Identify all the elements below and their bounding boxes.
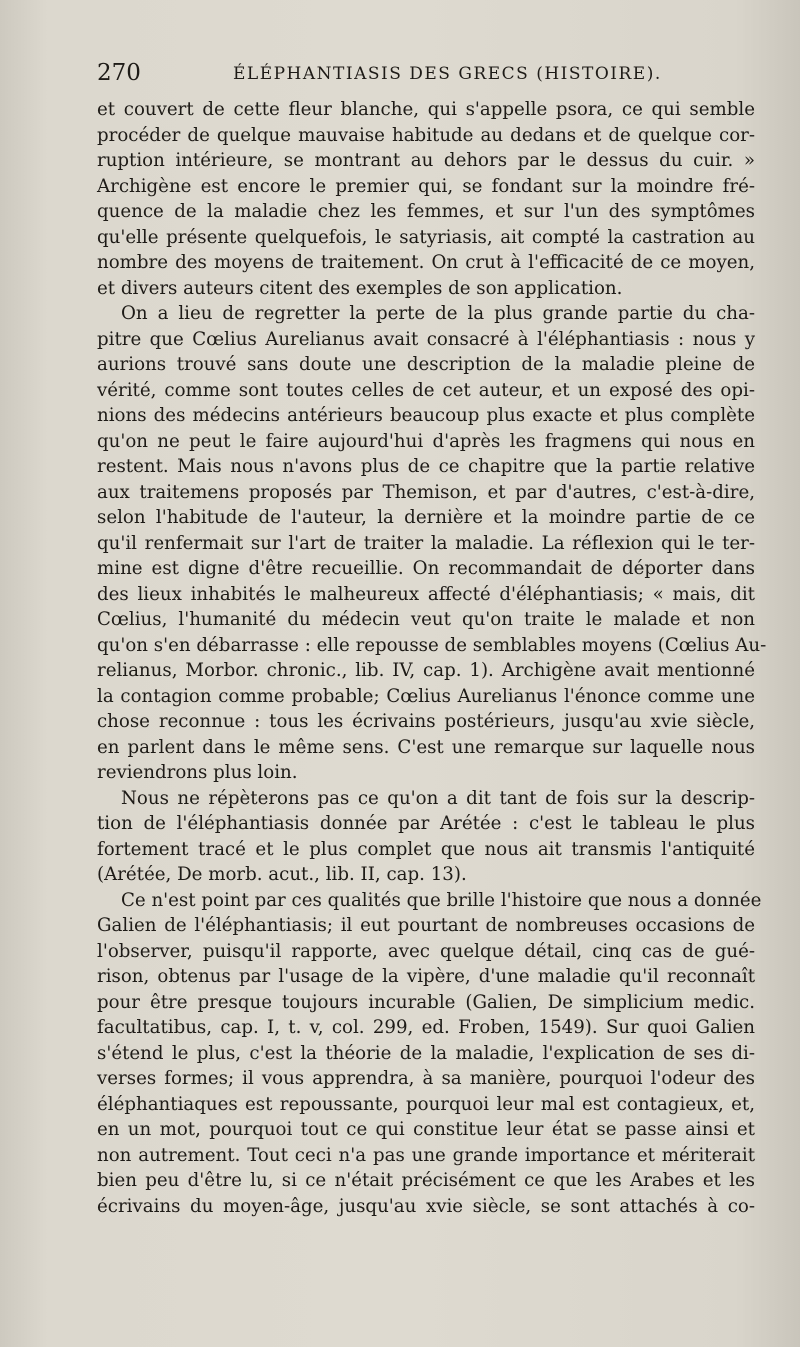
text-line: des lieux inhabités le malheureux affecté d'éléphantiasis; « mais, dit — [97, 583, 755, 605]
text-line: pitre que Cœlius Aurelianus avait consacré à l'éléphantiasis : nous y — [97, 328, 755, 350]
text-line: aurions trouvé sans doute une description de la maladie pleine de — [97, 354, 755, 375]
text-line: procéder de quelque mauvaise habitude au dedans et de quelque cor- — [97, 124, 755, 146]
text-line: qu'on ne peut le faire aujourd'hui d'après les fragmens qui nous en — [97, 430, 755, 452]
text-line: qu'elle présente quelquefois, le satyriasis, ait compté la castration au — [97, 226, 755, 248]
text-line: On a lieu de regretter la perte de la plus grande partie du cha- — [121, 303, 755, 324]
text-line: aux traitemens proposés par Themison, et par d'autres, c'est-à-dire, — [97, 481, 755, 503]
text-line: tion de l'éléphantiasis donnée par Arétée : c'est le tableau le plus — [97, 813, 755, 834]
text-line: et couvert de cette fleur blanche, qui s'appelle psora, ce qui semble — [97, 99, 755, 120]
text-line: Cœlius, l'humanité du médecin veut qu'on traite le malade et non — [97, 609, 755, 630]
text-line: la contagion comme probable; Cœlius Aurelianus l'énonce comme une — [97, 685, 755, 707]
text-line: relianus, Morbor. chronic., lib. IV, cap. 1). Archigène avait mentionné — [97, 660, 755, 681]
text-line: chose reconnue : tous les écrivains postérieurs, jusqu'au xvie siècle, — [97, 711, 755, 732]
text-line: quence de la maladie chez les femmes, et sur l'un des symptômes — [97, 201, 755, 222]
text-line: Galien de l'éléphantiasis; il eut pourtant de nombreuses occasions de — [97, 915, 755, 936]
text-line: pour être presque toujours incurable (Galien, De simplicium medic. — [97, 991, 755, 1013]
text-line: nombre des moyens de traitement. On crut à l'efficacité de ce moyen, — [97, 252, 755, 273]
text-line: qu'on s'en débarrasse : elle repousse de semblables moyens (Cœlius Au- — [97, 634, 767, 656]
text-line: (Arétée, De morb. acut., lib. II, cap. 13). — [97, 864, 467, 885]
text-line: écrivains du moyen-âge, jusqu'au xvie siècle, se sont attachés à co- — [97, 1195, 755, 1217]
text-line: l'observer, puisqu'il rapporte, avec quelque détail, cinq cas de gué- — [97, 940, 755, 962]
text-line: restent. Mais nous n'avons plus de ce chapitre que la partie relative — [97, 456, 755, 477]
text-line: Ce n'est point par ces qualités que brille l'histoire que nous a donnée — [121, 889, 762, 911]
text-line: non autrement. Tout ceci n'a pas une grande importance et mériterait — [97, 1144, 755, 1166]
text-line: reviendrons plus loin. — [97, 762, 298, 783]
body-text — [97, 97, 767, 1219]
text-line: nions des médecins antérieurs beaucoup plus exacte et plus complète — [97, 405, 755, 426]
text-line: selon l'habitude de l'auteur, la dernière et la moindre partie de ce — [97, 507, 755, 528]
text-line: vérité, comme sont toutes celles de cet auteur, et un exposé des opi- — [97, 379, 755, 401]
text-line: et divers auteurs citent des exemples de son application. — [97, 277, 623, 299]
text-line: qu'il renfermait sur l'art de traiter la maladie. La réflexion qui le ter- — [97, 532, 755, 554]
text-line: rison, obtenus par l'usage de la vipère, d'une maladie qu'il reconnaît — [97, 966, 755, 987]
text-line: Archigène est encore le premier qui, se fondant sur la moindre fré- — [97, 175, 755, 197]
text-line: en parlent dans le même sens. C'est une remarque sur laquelle nous — [97, 736, 755, 758]
text-line: bien peu d'être lu, si ce n'était précisément ce que les Arabes et les — [97, 1170, 755, 1191]
text-line: mine est digne d'être recueillie. On recommandait de déporter dans — [97, 558, 755, 579]
text-line: facultatibus, cap. I, t. v, col. 299, ed. Froben, 1549). Sur quoi Galien — [97, 1017, 755, 1038]
text-line: Nous ne répèterons pas ce qu'on a dit tant de fois sur la descrip- — [121, 787, 755, 809]
text-line: s'étend le plus, c'est la théorie de la maladie, l'explication de ses di- — [97, 1042, 755, 1064]
text-line: verses formes; il vous apprendra, à sa manière, pourquoi l'odeur des — [97, 1068, 755, 1089]
text-line: ruption intérieure, se montrant au dehors par le dessus du cuir. » — [97, 150, 755, 171]
page-number: 270 — [97, 60, 141, 86]
text-line: en un mot, pourquoi tout ce qui constitue leur état se passe ainsi et — [97, 1119, 755, 1140]
running-head: ÉLÉPHANTIASIS DES GRECS (HISTOIRE). — [233, 64, 662, 84]
text-line: éléphantiaques est repoussante, pourquoi leur mal est contagieux, et, — [97, 1093, 755, 1115]
text-line: fortement tracé et le plus complet que nous ait transmis l'antiquité — [97, 838, 755, 860]
page-header — [97, 60, 752, 94]
